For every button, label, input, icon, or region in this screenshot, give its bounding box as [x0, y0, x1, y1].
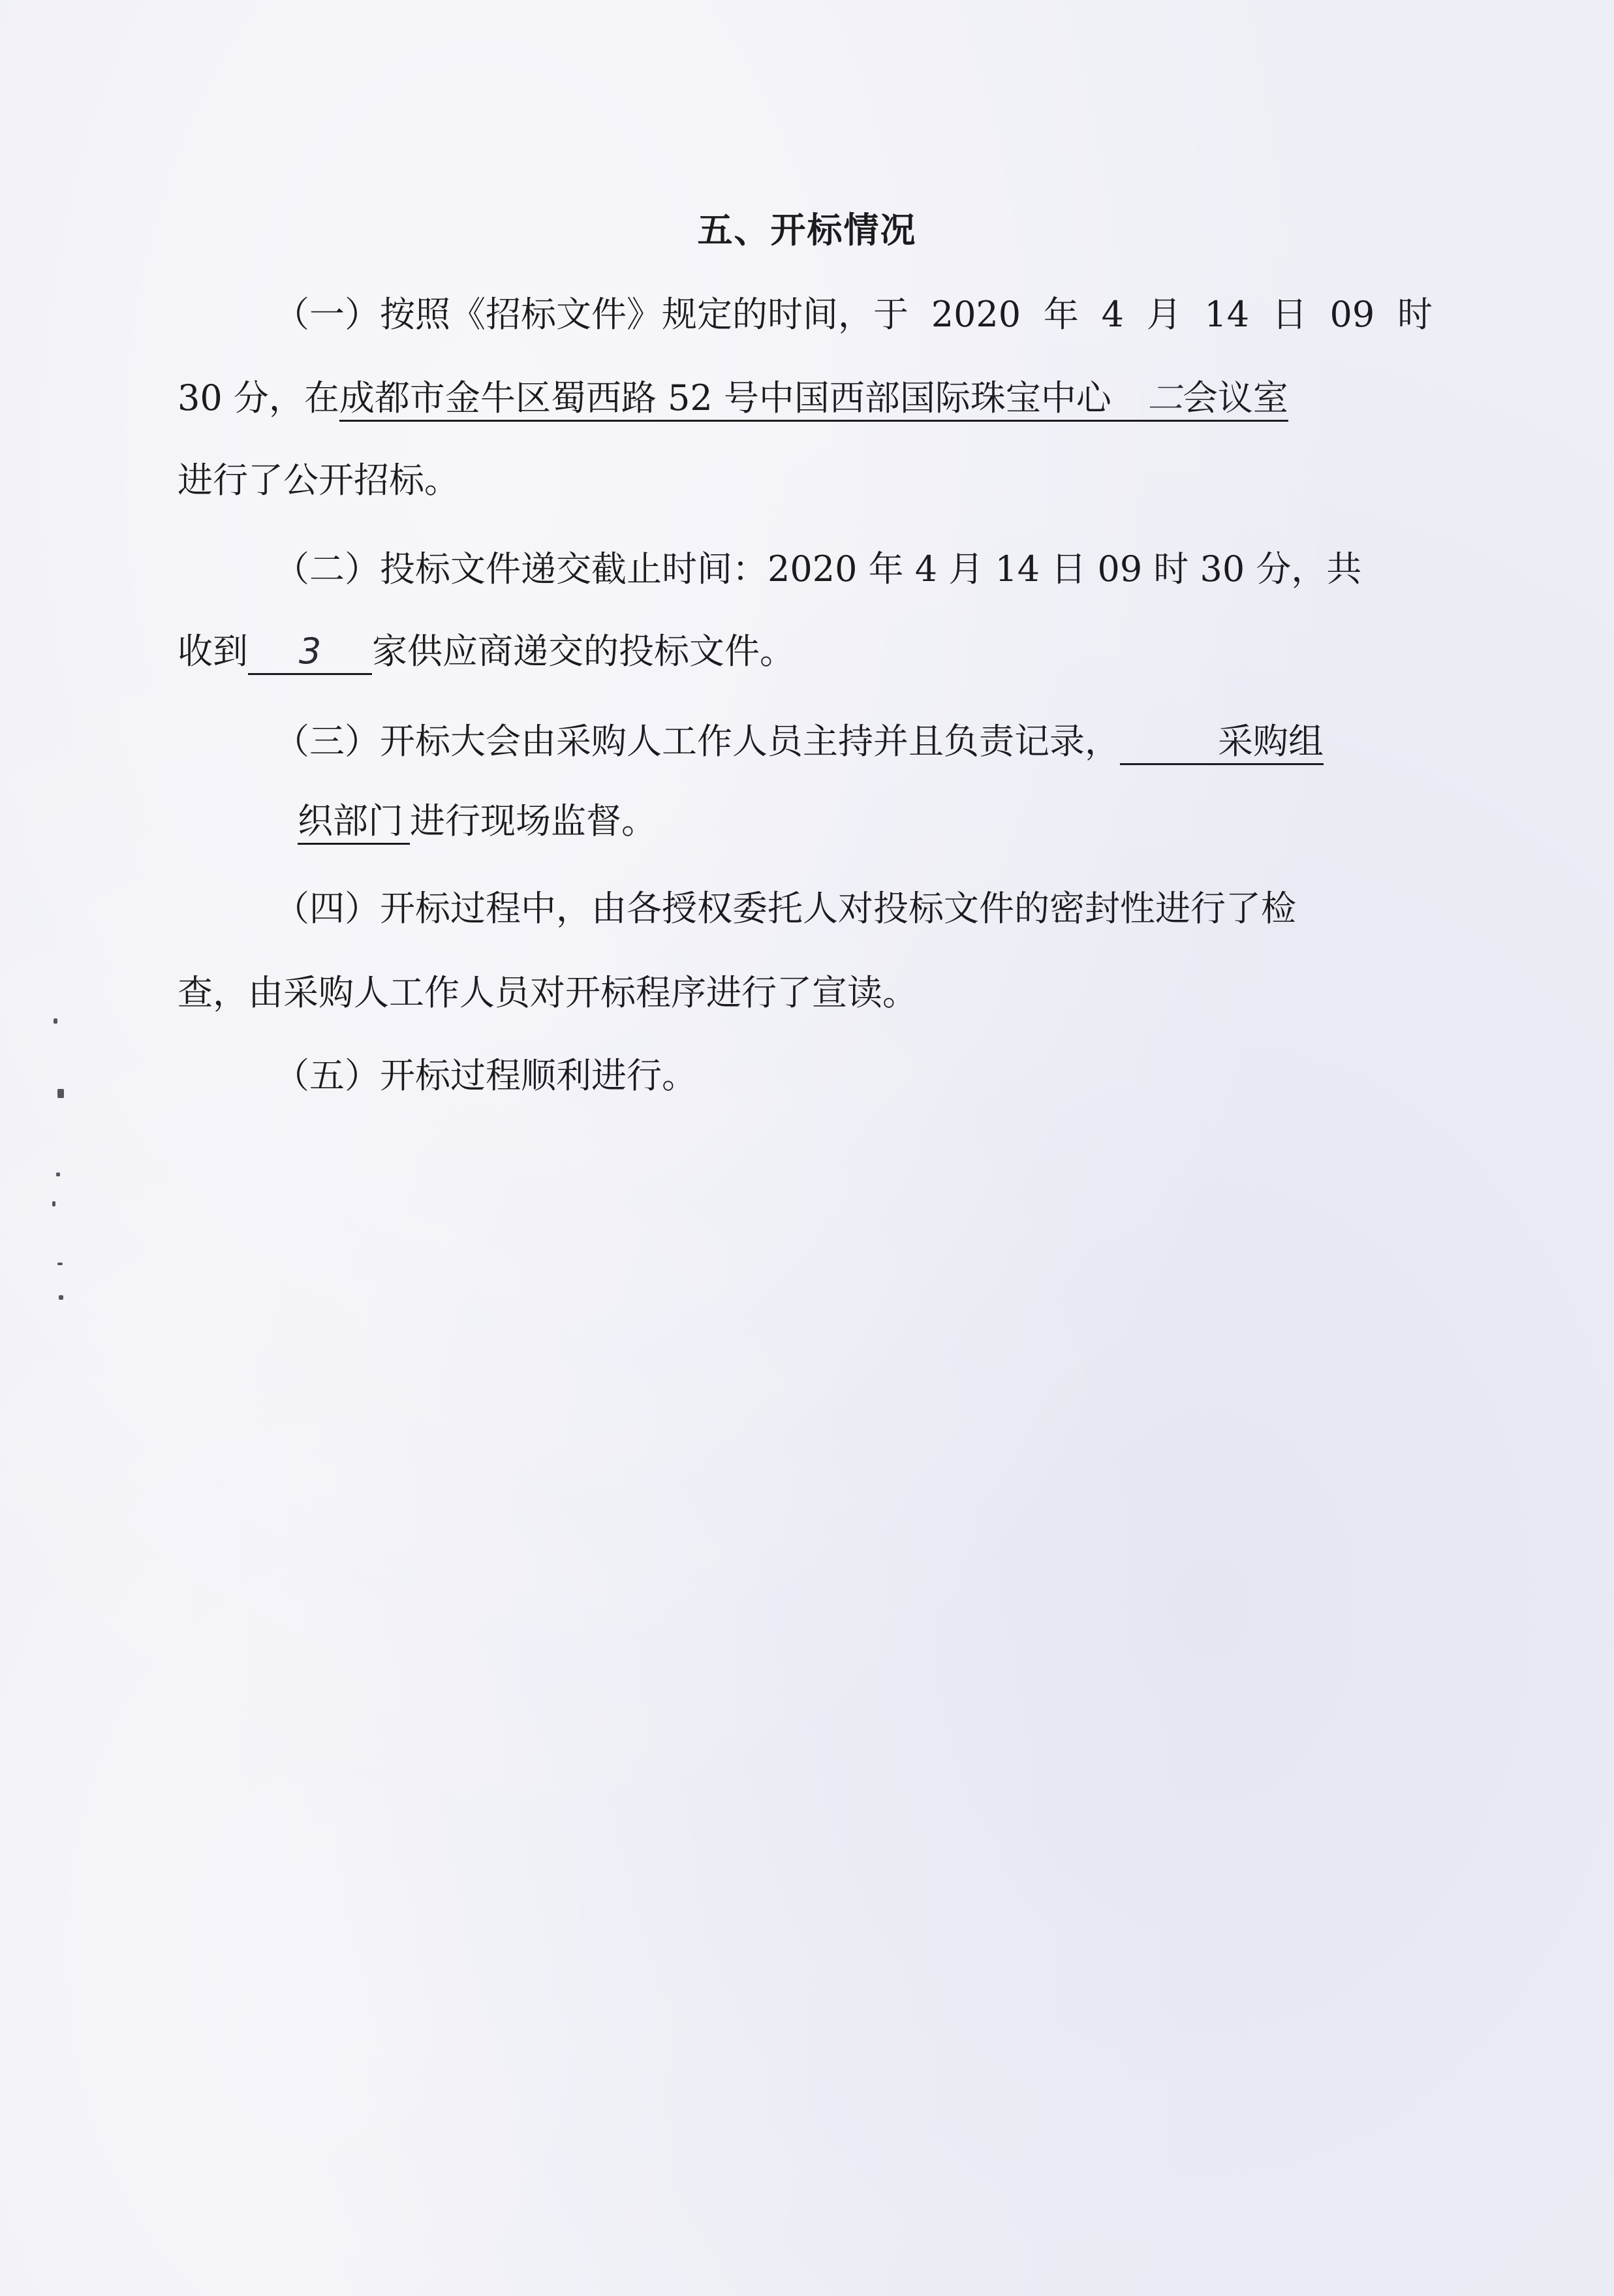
p3-line1-text: （三）开标大会由采购人工作人员主持并且负责记录， [274, 721, 1120, 762]
margin-speck [57, 1089, 64, 1098]
p1-line2-prefix: 30 分，在 [178, 377, 339, 418]
p1-line2 [178, 375, 1288, 422]
p1-hour: 09 [1329, 294, 1375, 335]
p5-line1: （五）开标过程顺利进行。 [274, 1055, 697, 1096]
venue-suffix: 会议室 [1182, 377, 1288, 418]
p1-line1 [274, 291, 1433, 338]
supplier-count-handwritten: 3 [298, 631, 322, 672]
p1-day: 14 [1204, 294, 1250, 335]
supervisor-underlined-part1 [1120, 720, 1324, 765]
p3-line2 [298, 798, 657, 845]
p1-month-unit: 月 [1146, 294, 1182, 335]
p1-line3: 进行了公开招标。 [178, 460, 459, 501]
margin-speck [57, 1263, 63, 1265]
p4-line2: 查，由采购人工作人员对开标程序进行了宣读。 [178, 972, 918, 1013]
supervisor-part1: 采购组 [1218, 721, 1324, 762]
p1-year-unit: 年 [1043, 294, 1079, 335]
p2-line1: （二）投标文件递交截止时间：2020 年 4 月 14 日 09 时 30 分，共 [274, 548, 1362, 590]
margin-speck [54, 1018, 57, 1024]
venue-underlined [339, 377, 1288, 422]
p2-line2 [178, 628, 795, 675]
supplier-count-blank [248, 630, 372, 675]
p1-year: 2020 [931, 294, 1021, 335]
p3-line2-suffix: 进行现场监督。 [410, 800, 657, 841]
p1-day-unit: 日 [1271, 294, 1307, 335]
supervisor-underlined-part2 [298, 800, 410, 845]
supervisor-part2: 织部门 [298, 800, 403, 841]
p4-line1: （四）开标过程中，由各授权委托人对投标文件的密封性进行了检 [274, 888, 1296, 929]
p1-month: 4 [1101, 294, 1124, 335]
venue-handwritten: 二 [1147, 377, 1183, 418]
p1-hour-unit: 时 [1397, 294, 1433, 335]
venue-printed: 成都市金牛区蜀西路 52 号中国西部国际珠宝中心 [339, 377, 1111, 418]
margin-speck [52, 1201, 55, 1206]
margin-speck [59, 1295, 63, 1300]
p1-line1-text: （一）按照《招标文件》规定的时间，于 [274, 294, 908, 335]
margin-speck [56, 1172, 60, 1176]
p2-line2-suffix: 家供应商递交的投标文件。 [372, 631, 795, 672]
p2-line2-prefix: 收到 [178, 631, 248, 672]
p3-line1 [274, 718, 1324, 765]
section-heading: 五、开标情况 [697, 210, 917, 251]
